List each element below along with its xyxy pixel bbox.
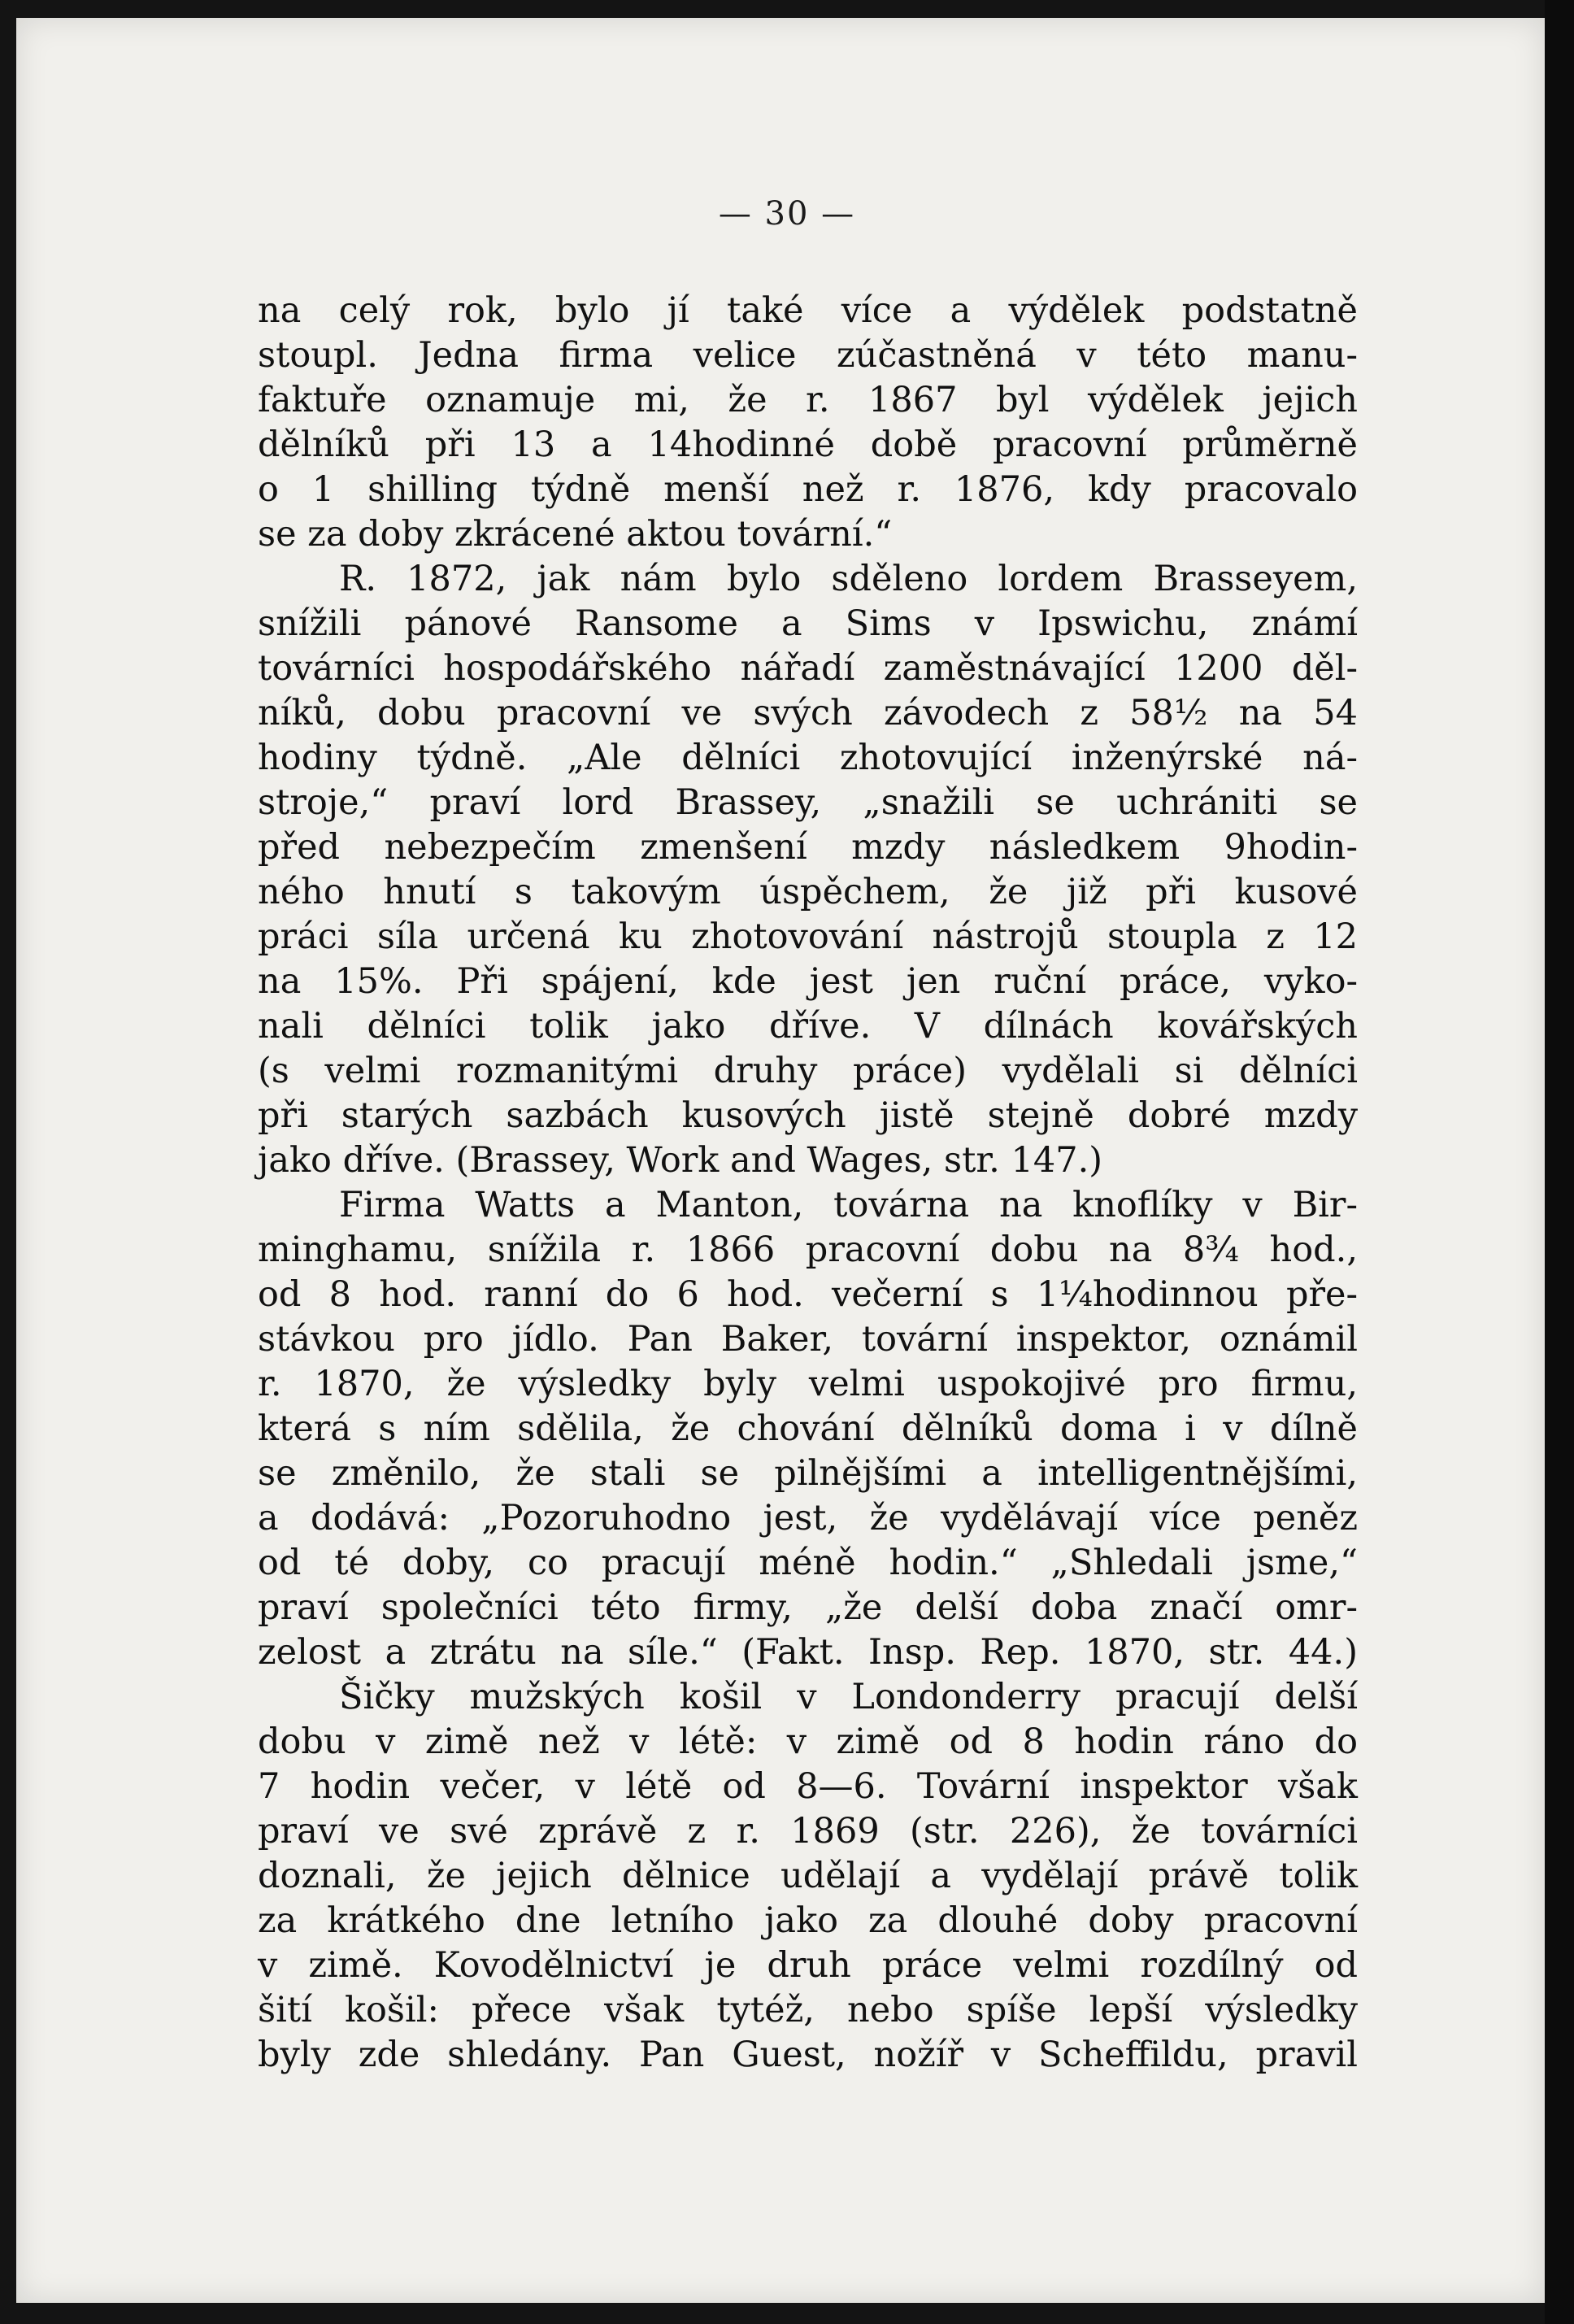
text-line: dělníků při 13 a 14hodinné době pracovní průměrně <box>258 424 1358 465</box>
text-line: od té doby, co pracují méně hodin.“ „Shledali jsme,“ <box>258 1543 1358 1583</box>
text-line: 7 hodin večer, v létě od 8—6. Tovární inspektor však <box>258 1766 1358 1807</box>
text-line: na celý rok, bylo jí také více a výdělek podstatně <box>258 290 1358 331</box>
text-line: se za doby zkrácené aktou tovární.“ <box>258 514 893 555</box>
text-line: před nebezpečím zmenšení mzdy následkem 9hodin- <box>258 827 1358 868</box>
text-line: Firma Watts a Manton, továrna na knoflíky v Bir- <box>339 1185 1358 1225</box>
text-line: Šičky mužských košil v Londonderry pracují delší <box>339 1677 1358 1717</box>
text-line: práci síla určená ku zhotovování nástrojů stoupla z 12 <box>258 916 1358 957</box>
text-line: se změnilo, že stali se pilnějšími a intelligentnějšími, <box>258 1453 1358 1494</box>
text-line: minghamu, snížila r. 1866 pracovní dobu na 8¾ hod., <box>258 1229 1358 1270</box>
text-line: nali dělníci tolik jako dříve. V dílnách kovářských <box>258 1006 1358 1047</box>
text-line: stoupl. Jedna firma velice zúčastněná v této manu- <box>258 335 1358 376</box>
text-line: praví společníci této firmy, „že delší doba značí omr- <box>258 1587 1358 1628</box>
text-line: stroje,“ praví lord Brassey, „snažili se uchrániti se <box>258 782 1358 823</box>
paragraph <box>258 289 1358 557</box>
text-line: praví ve své zprávě z r. 1869 (str. 226), že továrníci <box>258 1811 1358 1852</box>
text-line: zelost a ztrátu na síle.“ (Fakt. Insp. Rep. 1870, str. 44.) <box>258 1632 1358 1673</box>
text-line: doznali, že jejich dělnice udělají a vydělají právě tolik <box>258 1856 1358 1896</box>
page-edge-shadow <box>1545 0 1574 2324</box>
text-line: snížili pánové Ransome a Sims v Ipswichu, známí <box>258 603 1358 644</box>
text-line: za krátkého dne letního jako za dlouhé doby pracovní <box>258 1900 1358 1941</box>
paragraph <box>258 1675 1358 2078</box>
text-line: která s ním sdělila, že chování dělníků doma i v dílně <box>258 1408 1358 1449</box>
text-line: faktuře oznamuje mi, že r. 1867 byl výdělek jejich <box>258 380 1358 420</box>
paragraph <box>258 557 1358 1183</box>
text-line: hodiny týdně. „Ale dělníci zhotovující inženýrské ná- <box>258 738 1358 778</box>
body-text <box>258 289 1358 2078</box>
text-line: továrníci hospodářského nářadí zaměstnávající 1200 děl- <box>258 648 1358 689</box>
paragraph <box>258 1183 1358 1675</box>
text-line: stávkou pro jídlo. Pan Baker, tovární inspektor, oznámil <box>258 1319 1358 1360</box>
text-line: v zimě. Kovodělnictví je druh práce velmi rozdílný od <box>258 1945 1358 1986</box>
text-line: o 1 shilling týdně menší než r. 1876, kdy pracovalo <box>258 469 1358 510</box>
text-line: ného hnutí s takovým úspěchem, že již při kusové <box>258 872 1358 912</box>
text-line: níků, dobu pracovní ve svých závodech z 58½ na 54 <box>258 693 1358 733</box>
text-line: šití košil: přece však tytéž, nebo spíše lepší výsledky <box>258 1990 1358 2030</box>
text-line: (s velmi rozmanitými druhy práce) vydělali si dělníci <box>258 1051 1358 1091</box>
text-line: byly zde shledány. Pan Guest, nožíř v Scheffildu, pravil <box>258 2035 1358 2075</box>
text-line: r. 1870, že výsledky byly velmi uspokojivé pro firmu, <box>258 1364 1358 1404</box>
text-line: R. 1872, jak nám bylo sděleno lordem Brasseyem, <box>339 559 1358 599</box>
text-line: při starých sazbách kusových jistě stejně dobré mzdy <box>258 1095 1358 1136</box>
text-line: od 8 hod. ranní do 6 hod. večerní s 1¼hodinnou pře- <box>258 1274 1358 1315</box>
text-line: na 15%. Při spájení, kde jest jen ruční práce, vyko- <box>258 961 1358 1002</box>
page-number: — 30 — <box>718 195 856 233</box>
text-line: jako dříve. (Brassey, Work and Wages, str. 147.) <box>258 1140 1103 1181</box>
text-line: dobu v zimě než v létě: v zimě od 8 hodin ráno do <box>258 1721 1358 1762</box>
text-line: a dodává: „Pozoruhodno jest, že vydělávají více peněz <box>258 1498 1358 1538</box>
